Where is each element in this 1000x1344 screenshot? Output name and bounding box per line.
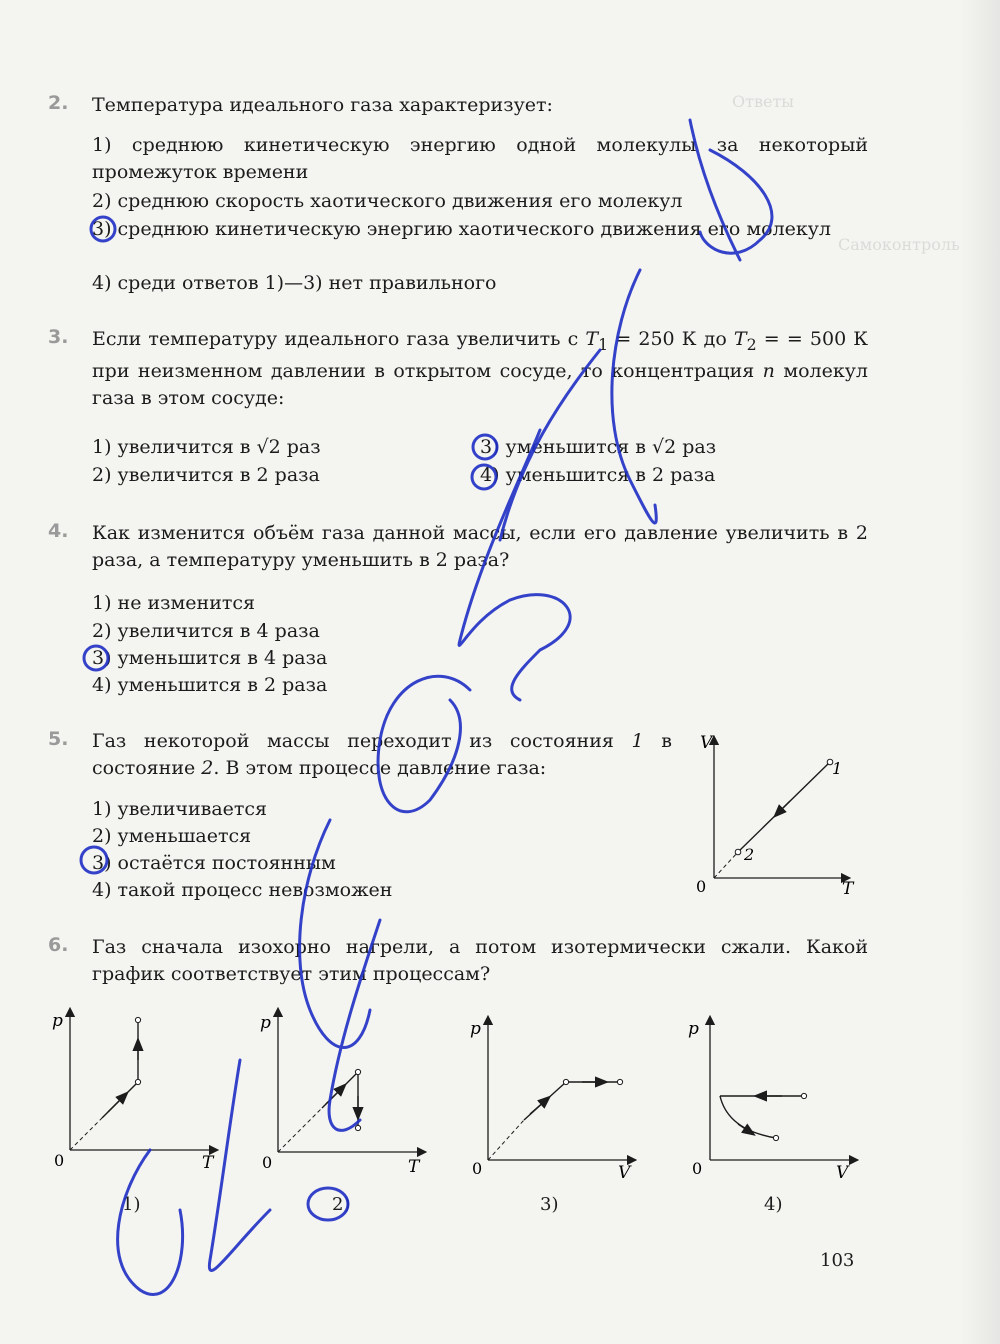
option-4: 4) уменьшится в 2 раза [480,464,716,486]
option-3: 3) остаётся постоянным [92,852,336,874]
page-edge-shadow [960,0,1000,1344]
option-2: 2) среднюю скорость хаотического движения его молекул [92,190,683,212]
question-text: Как изменится объём газа данной массы, если его давление увеличить в 2 раза, а температуру уменьшить в 2 раза? [92,522,868,571]
y-axis-label: p [688,1019,699,1039]
origin-label: 0 [472,1159,483,1178]
ghost-answer-label: Ответы [732,92,795,111]
x-axis-label: T [202,1153,214,1173]
q6-graph-4 [686,1012,866,1182]
q6-graph-1 [46,1004,226,1174]
option-3: 3) уменьшится в 4 раза [92,647,328,669]
question-number: 2. [48,92,69,114]
y-axis-label: p [52,1011,63,1031]
origin-label: 0 [696,877,707,896]
state-2-point [735,849,741,855]
page-number: 103 [820,1250,855,1271]
x-axis-label: T [408,1157,420,1174]
x-axis-label: V [836,1163,849,1182]
question-number: 6. [48,934,69,956]
origin-label: 0 [262,1153,273,1172]
question-number: 3. [48,326,69,348]
y-axis-label: p [470,1019,481,1039]
option-2: 2) увеличится в 4 раза [92,620,320,642]
option-2: 2) увеличится в 2 раза [92,464,320,486]
q6-graph-3 [464,1012,644,1182]
question-number: 4. [48,520,69,542]
origin-label: 0 [692,1159,703,1178]
x-axis-label: V [618,1163,631,1182]
question-text: Если температуру идеального газа увеличить с $T_1 = 250$ К до $T_2$ = = 500 К при неизменном давлении в открытом сосуде, то концентрация n молекул газа в этом сосуде: [92,328,869,409]
option-4: 4) такой процесс невозможен [92,879,393,901]
question-number: 5. [48,728,69,750]
option-3: 3) среднюю кинетическую энергию хаотического движения его молекул [92,218,832,240]
state-1-label: 1 [832,759,843,778]
origin-label: 0 [54,1151,65,1170]
option-1: 1) среднюю кинетическую энергию одной молекулы за некоторый промежуток времени [92,134,868,183]
option-2: 2) уменьшается [92,825,252,847]
graph-1-caption: 1) [122,1194,141,1215]
ghost-self-check: Самоконтроль [838,235,960,254]
graph-2-caption: 2) [332,1194,351,1215]
y-axis-label: p [260,1013,271,1033]
y-axis-label: V [700,733,713,753]
question-text: Температура идеального газа характеризует: [92,94,553,116]
graph-4-caption: 4) [764,1194,783,1215]
option-4: 4) среди ответов 1)—3) нет правильного [92,272,497,294]
option-4: 4) уменьшится в 2 раза [92,674,328,696]
option-1: 1) увеличивается [92,798,268,820]
q5-vt-graph [690,728,870,908]
option-1: 1) увеличится в √2 раз [92,436,321,458]
graph-3-caption: 3) [540,1194,559,1215]
q6-graph-2 [254,1004,434,1174]
question-text: Газ сначала изохорно нагрели, а потом изотермически сжали. Какой график соответствует этим процессам? [92,936,868,985]
option-3: 3) уменьшится в √2 раз [480,436,717,458]
state-2-label: 2 [744,845,755,864]
option-1: 1) не изменится [92,592,256,614]
question-text: Газ некоторой массы переходит из состояния 1 в состояние 2. В этом процессе давление газа: [92,730,672,779]
direction-arrow [778,801,790,813]
x-axis-label: T [842,879,854,899]
dashed-extension [714,852,738,878]
